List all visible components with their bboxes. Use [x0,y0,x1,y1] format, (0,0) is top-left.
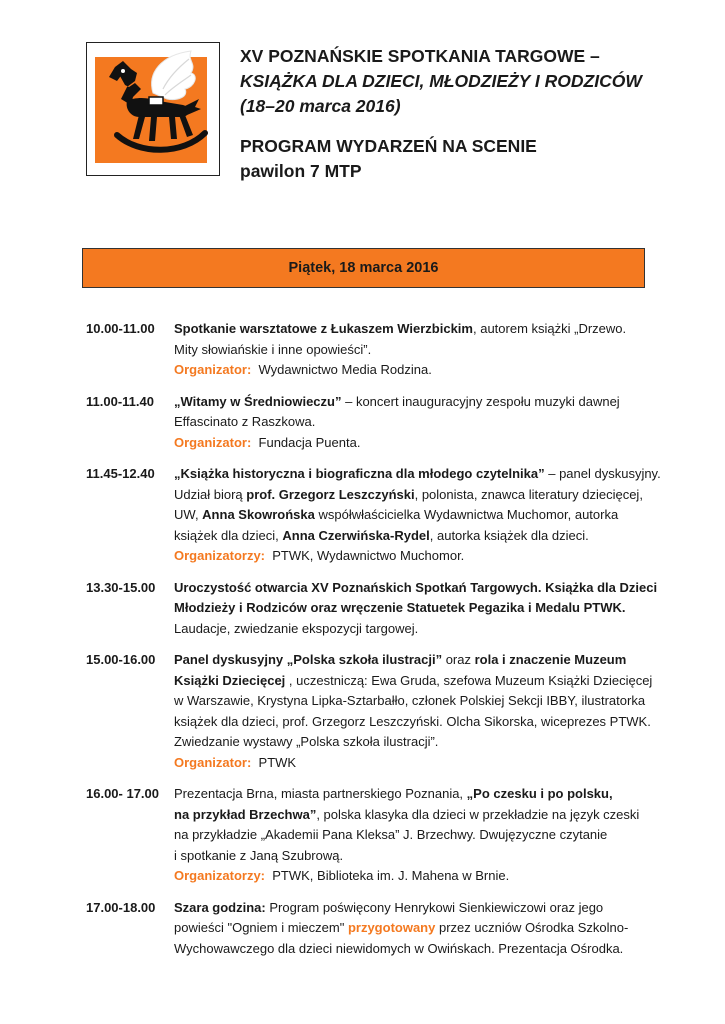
event-title: „Witamy w Średniowieczu” [174,393,342,409]
organizer-label: Organizatorzy: [174,868,266,883]
winged-rocking-horse-icon [87,43,219,175]
organizer-value: Fundacja Puenta. [258,434,361,450]
event-title: „Książka historyczna i biograficzna dla młodego czytelnika” [174,466,545,481]
event-item [86,464,706,567]
event-text: książek dla dzieci, [174,527,283,543]
event-time: 10.00-11.00 [86,321,155,336]
event-text: w Warszawie, Krystyna Lipka-Sztarbałło, członek Polskiej Sekcji IBBY, ilustratorka [174,693,646,708]
event-item [86,319,706,381]
organizer-label: Organizator: [174,754,252,770]
event-description [174,784,674,887]
event-title: Spotkanie warsztatowe z Łukaszem Wierzbickim [174,321,473,336]
speaker-name: Anna Skowrońska [202,507,315,522]
event-text: Prezentacja Brna, miasta partnerskiego Poznania, [174,786,467,801]
title-line-2: KSIĄŻKA DLA DZIECI, MŁODZIEŻY I RODZICÓW [240,71,642,91]
event-text: Wychowawczego dla dzieci niewidomych w Owińskach. Prezentacja Ośrodka. [174,940,624,956]
event-time: 11.00-11.40 [86,393,154,409]
event-time: 11.45-12.40 [86,466,155,481]
event-item [86,578,706,640]
event-time: 15.00-16.00 [86,652,156,667]
event-text: Zwiedzanie wystawy „Polska szkoła ilustracji”. [174,734,439,749]
event-text: i spotkanie z Janą Szubrową. [174,847,344,863]
event-title: Młodzieży i Rodziców oraz wręczenie Statuetek Pegazika i Medalu PTWK. [174,600,626,615]
event-text: Effascinato z Raszkowa. [174,414,316,429]
title-line-1: XV POZNAŃSKIE SPOTKANIA TARGOWE – [240,46,600,66]
event-list [86,319,706,970]
event-text: , autorka książek dla dzieci. [429,527,589,543]
event-text: – koncert inauguracyjny zespołu muzyki dawnej [341,393,620,409]
event-title: Książki Dziecięcej [174,672,286,688]
event-description [174,578,674,640]
title-dates: (18–20 marca 2016) [240,96,401,116]
event-item [86,898,706,960]
event-text: UW, [174,507,203,522]
organizer-label: Organizatorzy: [174,548,266,563]
event-text: na przykładzie „Akademii Pana Kleksa” J. Brzechwy. Dwujęzyczne czytanie [174,827,608,842]
event-time: 16.00- 17.00 [86,786,160,801]
organizer-value: PTWK, Biblioteka im. J. Mahena w Brnie. [272,868,510,883]
event-item [86,392,706,454]
event-description [174,392,674,454]
event-text: , polska klasyka dla dzieci w przekładzie na język czeski [316,806,640,822]
event-time: 17.00-18.00 [86,899,156,915]
organizer-label: Organizator: [174,434,252,450]
speaker-name: prof. Grzegorz Leszczyński [246,486,415,502]
organizer-value: Wydawnictwo Media Rodzina. [258,362,432,377]
event-description [174,464,674,567]
event-text: , polonista, znawca literatury dziecięcej, [414,486,643,502]
event-text: powieści "Ogniem i mieczem" [174,920,348,935]
event-title: Panel dyskusyjny „Polska szkoła ilustracji” [174,652,443,667]
event-item [86,650,706,773]
event-item [86,784,706,887]
organizer-value: PTWK [258,754,297,770]
event-text: przez uczniów Ośrodka Szkolno- [435,920,629,935]
highlight-text: przygotowany [347,920,436,935]
event-text: książek dla dzieci, prof. Grzegorz Leszczyński. Olcha Sikorska, wiceprezes PTWK. [174,713,651,729]
speaker-name: Anna Czerwińska-Rydel [282,527,430,543]
event-title: Szara godzina: [174,899,266,915]
day-banner: Piątek, 18 marca 2016 [82,248,645,288]
event-time: 13.30-15.00 [86,579,156,595]
event-description [174,319,674,381]
event-description [174,898,674,960]
event-text: Udział biorą [174,486,247,502]
event-text: oraz [442,652,475,667]
organizer-label: Organizator: [174,362,252,377]
program-title: PROGRAM WYDARZEŃ NA SCENIE [240,136,537,156]
event-text: Program poświęcony Henrykowi Sienkiewiczowi oraz jego [265,899,604,915]
event-description [174,650,674,773]
event-title: na przykład Brzechwa” [174,806,317,822]
organizer-value: PTWK, Wydawnictwo Muchomor. [272,548,465,563]
event-text: współwłaścicielka Wydawnictwa Muchomor, autorka [314,507,619,522]
event-title: Uroczystość otwarcia XV Poznańskich Spotkań Targowych. Książka dla Dzieci [174,579,658,595]
event-text: , autorem książki „Drzewo. [472,321,627,336]
event-text: – panel dyskusyjny. [544,466,661,481]
event-text: Laudacje, zwiedzanie ekspozycji targowej. [174,620,419,636]
venue: pawilon 7 MTP [240,161,362,181]
document-header [240,44,700,184]
event-text: Mity słowiańskie i inne opowieści”. [174,341,372,357]
event-text: , uczestniczą: Ewa Gruda, szefowa Muzeum Książki Dziecięcej [285,672,653,688]
event-title: rola i znaczenie Muzeum [474,652,627,667]
fair-logo [86,42,220,176]
event-title: „Po czesku i po polsku, [466,786,613,801]
